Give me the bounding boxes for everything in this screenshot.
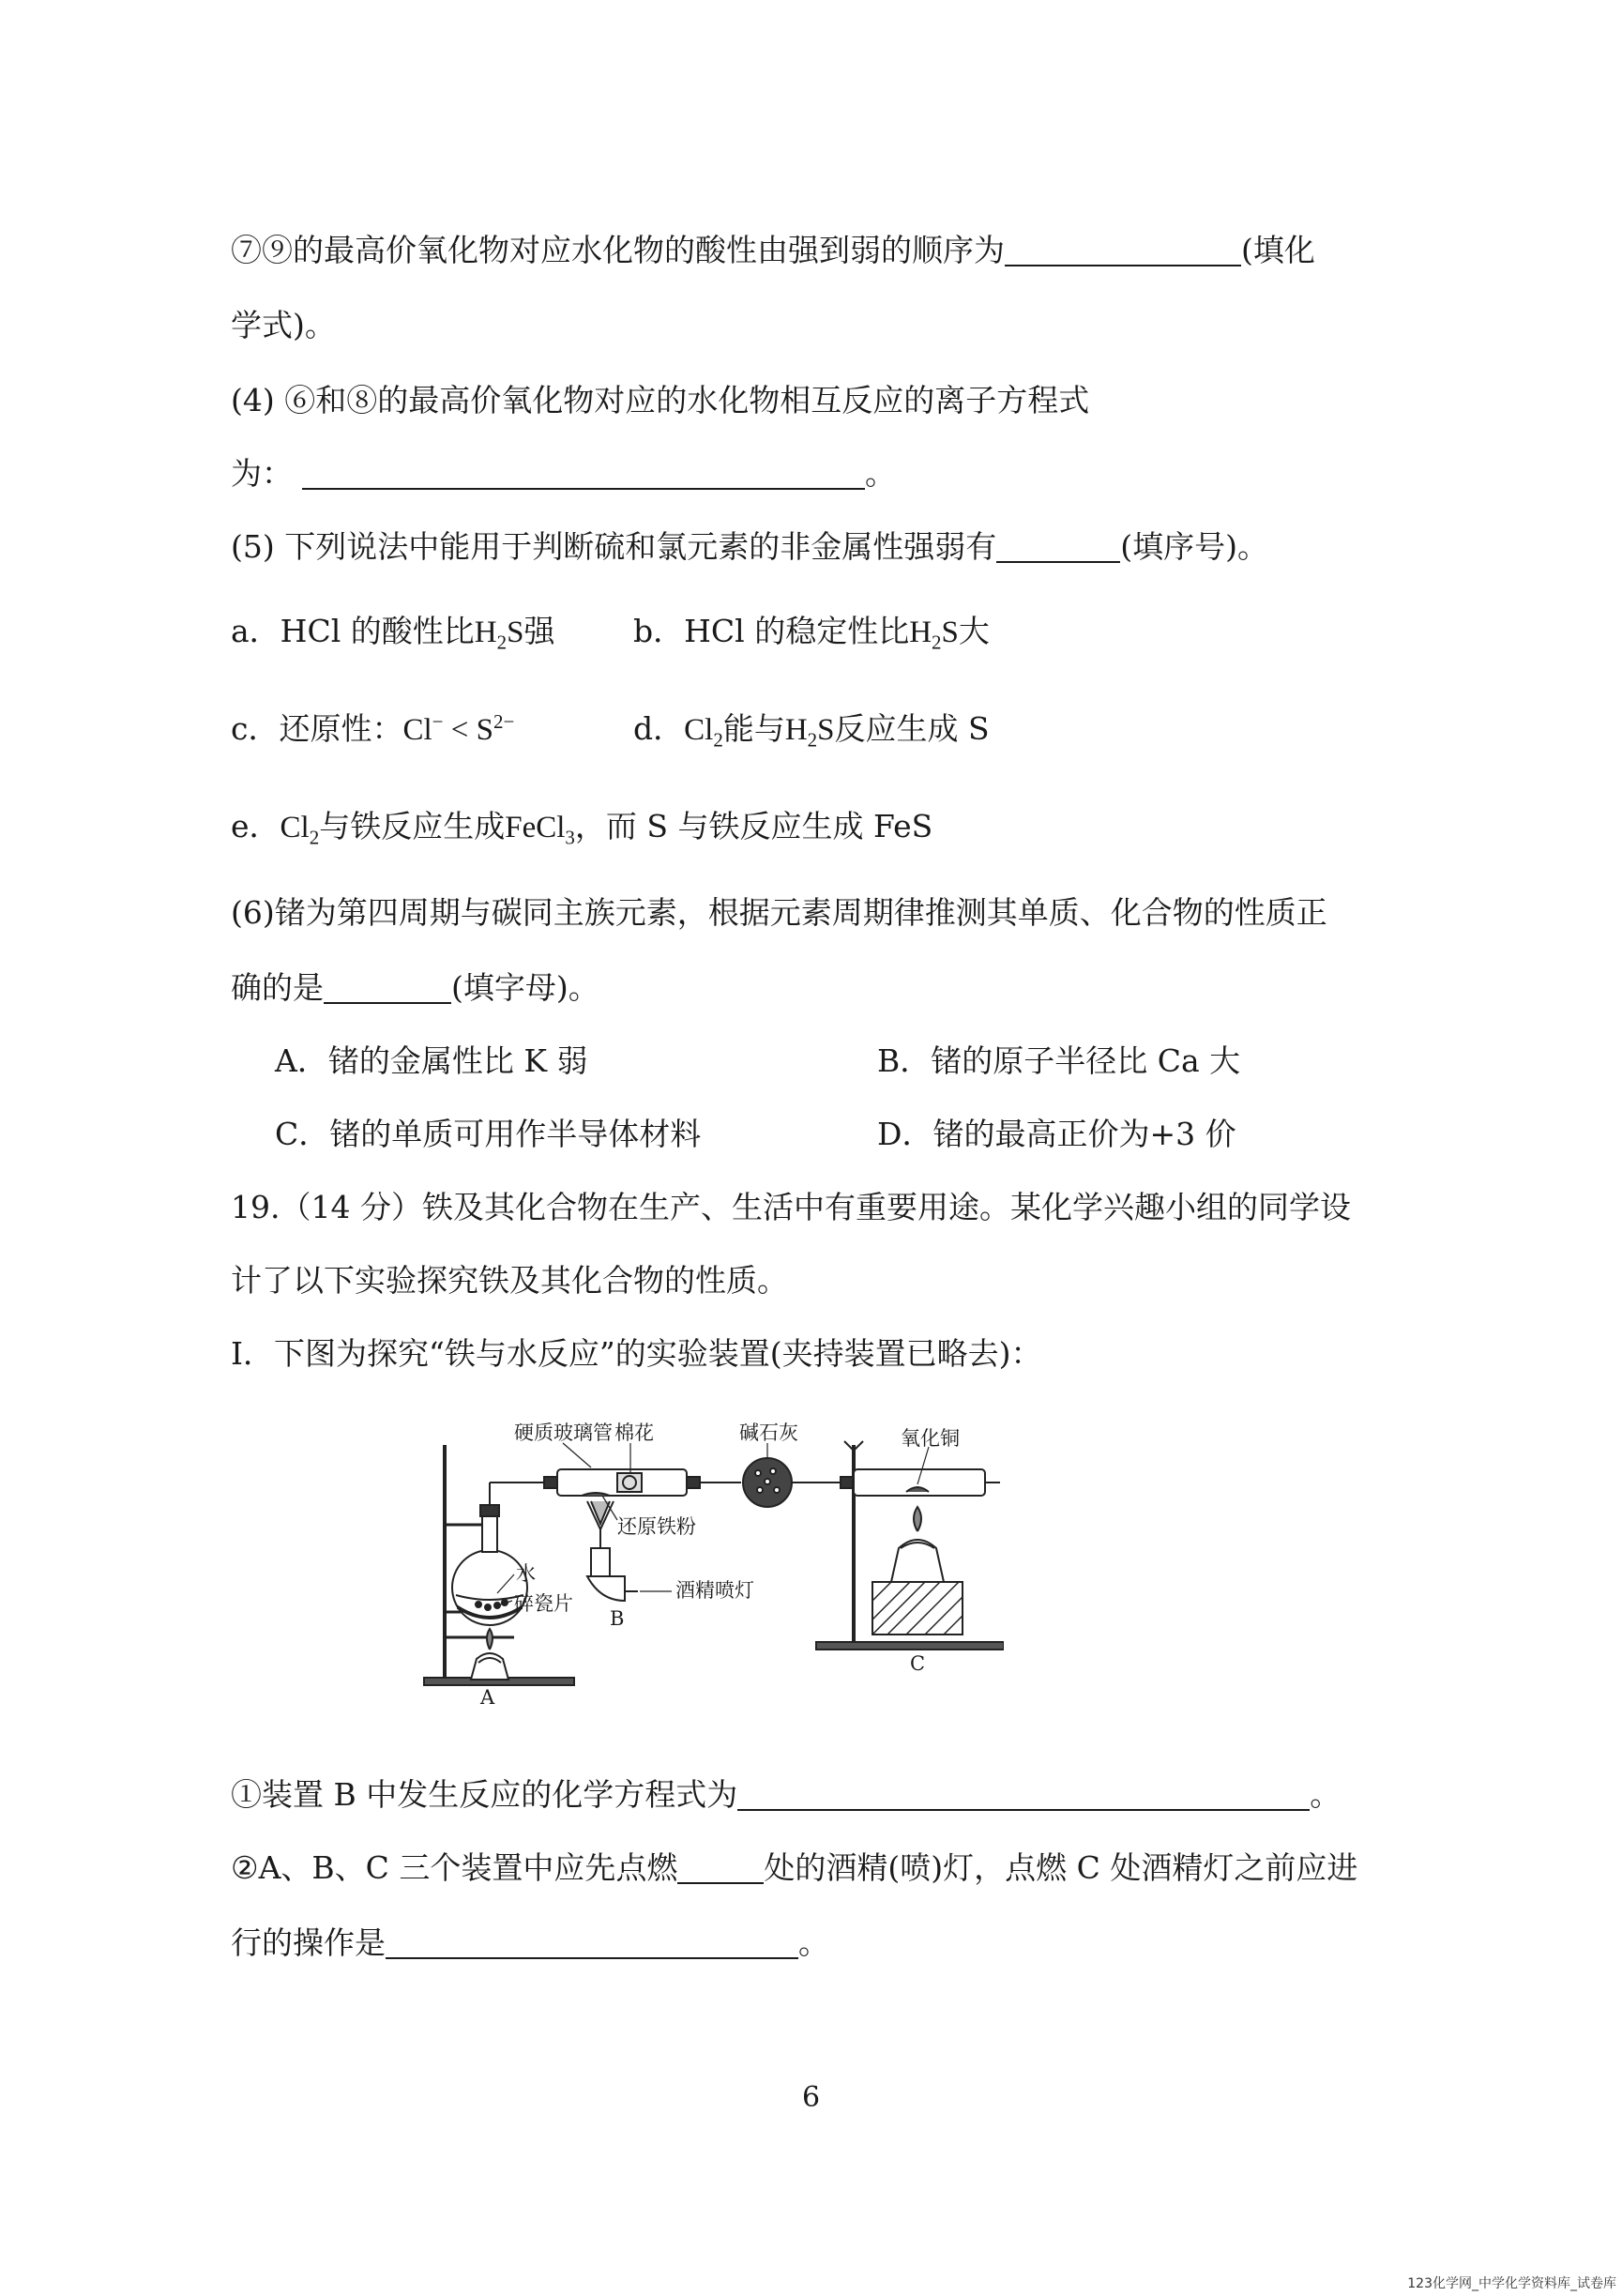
q19-part1-stem: I．下图为探究“铁与水反应”的实验装置(夹持装置已略去)： — [231, 1335, 1042, 1372]
q19-sub2-line2: 行的操作是 。 — [231, 1924, 829, 1961]
q3-line2: 学式)。 — [231, 307, 336, 343]
page-number: 6 — [801, 2081, 821, 2114]
q4-line1: (4) ⑥和⑧的最高价氧化物对应的水化物相互反应的离子方程式 — [231, 382, 1090, 418]
answer-blank-q3[interactable] — [1005, 236, 1241, 266]
label-water: 水 — [516, 1562, 536, 1585]
q19-line2: 计了以下实验探究铁及其化合物的性质。 — [231, 1262, 788, 1299]
answer-blank-q19-1[interactable] — [737, 1781, 1310, 1811]
footer-watermark: 123化学网_中学化学资料库_试卷库 — [1407, 2276, 1616, 2291]
q19-sub2-line1: ②A、B、C 三个装置中应先点燃 处的酒精(喷)灯，点燃 C 处酒精灯之前应进 — [231, 1849, 1358, 1886]
label-porcelain: 碎瓷片 — [514, 1592, 573, 1615]
q6-option-A: A．锗的金属性比 K 弱 — [275, 1042, 588, 1079]
label-cotton: 棉花 — [614, 1422, 654, 1444]
q5-option-e: e．$Cl_2$与铁反应生成FeCl$_3$，而 S 与铁反应生成 FeS — [231, 808, 933, 849]
q6-option-B: B．锗的原子半径比 Ca 大 — [877, 1042, 1241, 1079]
label-A: A — [480, 1686, 495, 1709]
q3-line1: ⑦⑨的最高价氧化物对应水化物的酸性由强到弱的顺序为 (填化 — [231, 232, 1315, 268]
q6-line2: 确的是 (填字母)。 — [231, 969, 599, 1006]
answer-blank-q6[interactable] — [324, 974, 451, 1004]
q6-option-D: D．锗的最高正价为+3 价 — [877, 1116, 1236, 1152]
q19-sub1: ①装置 B 中发生反应的化学方程式为 。 — [231, 1776, 1342, 1813]
label-blast-lamp: 酒精喷灯 — [675, 1579, 754, 1602]
label-copper-oxide: 氧化铜 — [901, 1427, 960, 1450]
q4-line2: 为： 。 — [231, 455, 896, 492]
label-soda-lime: 碱石灰 — [739, 1422, 798, 1444]
q6-option-C: C．锗的单质可用作半导体材料 — [275, 1116, 702, 1152]
q5-option-d: d．$Cl_2$能与$H_2S$反应生成 S — [633, 710, 990, 752]
q5-stem: (5) 下列说法中能用于判断硫和氯元素的非金属性强弱有 (填序号)。 — [231, 528, 1268, 565]
answer-blank-q19-2b[interactable] — [386, 1929, 798, 1959]
q19-line1: 19.（14 分）铁及其化合物在生产、生活中有重要用途。某化学兴趣小组的同学设 — [231, 1189, 1351, 1225]
iron-water-apparatus-diagram — [403, 1407, 1004, 1726]
q5-option-a: a．HCl 的酸性比$H_2S$强 — [231, 613, 555, 654]
label-hard-glass-tube: 硬质玻璃管 — [514, 1422, 613, 1444]
q5-option-b: b．HCl 的稳定性比$H_2S$大 — [633, 613, 990, 654]
q5-option-c: c．还原性：$Cl^- < S^{2-}$ — [231, 710, 515, 747]
answer-blank-q19-2a[interactable] — [677, 1854, 764, 1884]
label-B: B — [610, 1607, 625, 1630]
label-reduced-iron: 还原铁粉 — [617, 1515, 696, 1538]
q6-line1: (6)锗为第四周期与碳同主族元素，根据元素周期律推测其单质、化合物的性质正 — [231, 894, 1327, 931]
answer-blank-q5[interactable] — [996, 533, 1120, 563]
answer-blank-q4[interactable] — [302, 460, 865, 490]
label-C: C — [910, 1652, 926, 1675]
